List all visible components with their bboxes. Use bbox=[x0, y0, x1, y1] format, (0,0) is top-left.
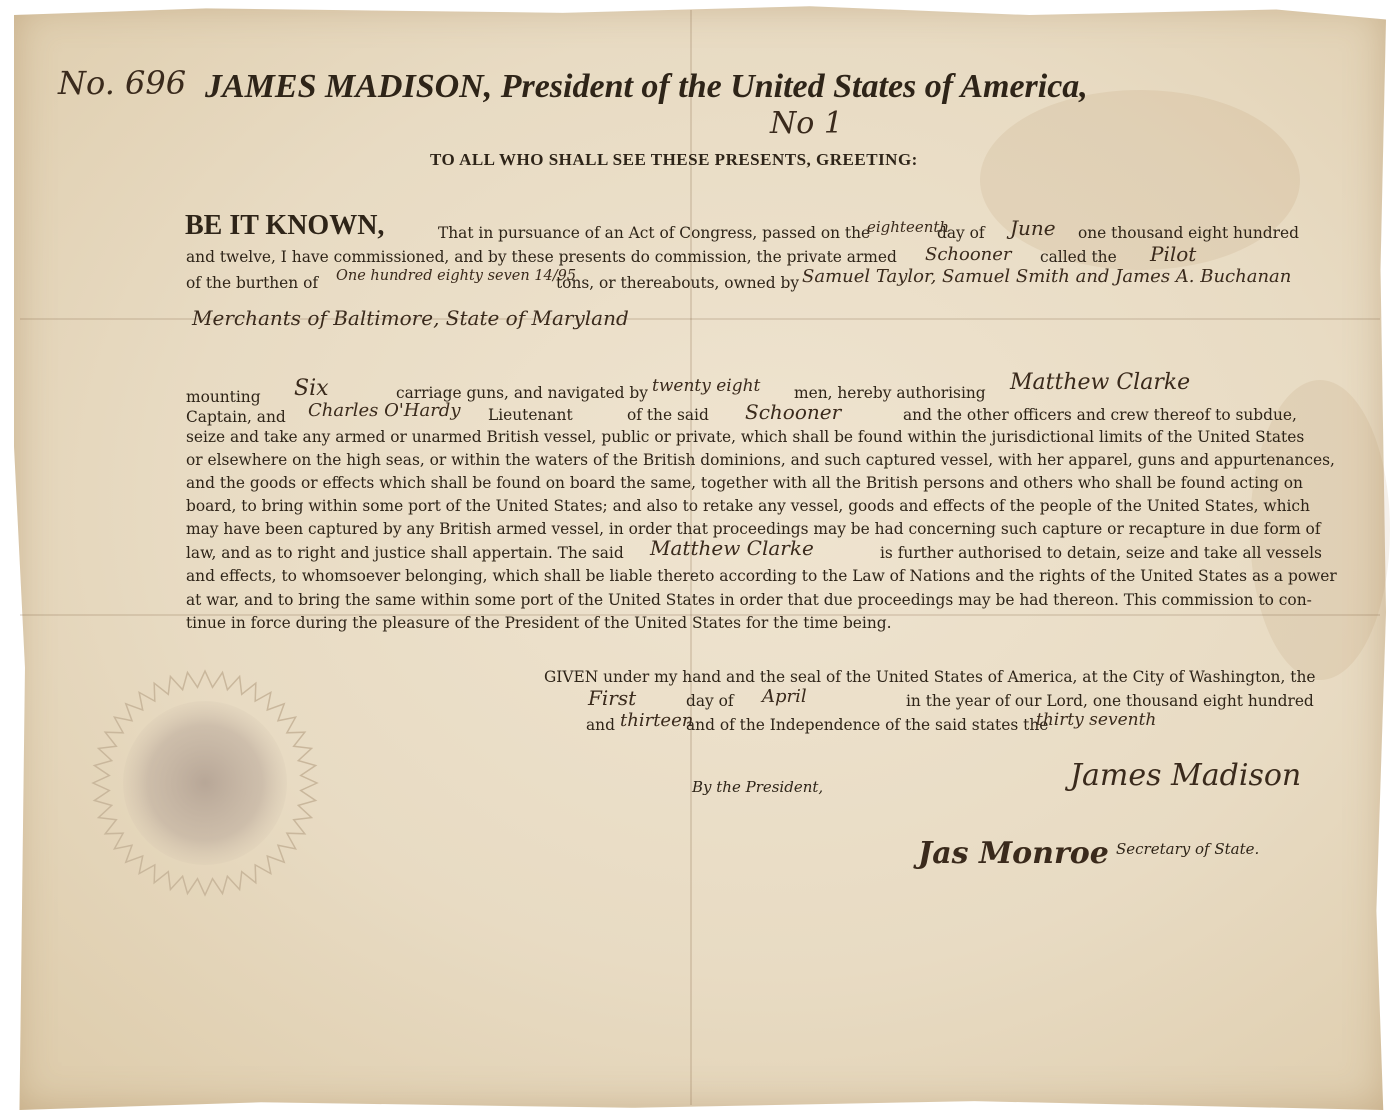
given-line: day of bbox=[686, 692, 734, 710]
paper-stain bbox=[980, 90, 1300, 270]
handwritten-given-day: First bbox=[588, 686, 637, 710]
handwritten-men: twenty eight bbox=[652, 376, 761, 396]
handwritten-vessel-type-2: Schooner bbox=[745, 400, 842, 424]
greeting: TO ALL WHO SHALL SEE THESE PRESENTS, GREETING: bbox=[430, 150, 918, 169]
by-the-president: By the President, bbox=[692, 778, 824, 796]
handwritten-burthen: One hundred eighty seven 14/95 bbox=[336, 268, 577, 284]
handwritten-captain: Matthew Clarke bbox=[1010, 370, 1191, 395]
text-line: tinue in force during the pleasure of the President of the United States for the time being. bbox=[186, 614, 892, 632]
text-line: seize and take any armed or unarmed British vessel, public or private, which shall be found within the jurisdictional limits of the United States bbox=[186, 428, 1305, 446]
president-signature: James Madison bbox=[1070, 758, 1302, 793]
text-line: of the burthen of bbox=[186, 274, 319, 292]
text-line: and twelve, I have commissioned, and by these presents do commission, the private armed bbox=[186, 248, 897, 266]
text-line: day of bbox=[937, 224, 985, 242]
handwritten-captain-2: Matthew Clarke bbox=[650, 536, 814, 560]
text-line: That in pursuance of an Act of Congress, passed on the bbox=[438, 224, 871, 242]
text-line: men, hereby authorising bbox=[794, 384, 986, 402]
text-line: called the bbox=[1040, 248, 1117, 266]
secretary-signature: Jas Monroe bbox=[918, 836, 1109, 871]
handwritten-lieutenant: Charles O'Hardy bbox=[308, 400, 461, 421]
handwritten-given-year: thirteen bbox=[620, 710, 694, 731]
given-line: and of the Independence of the said states the bbox=[686, 716, 1049, 734]
embossed-seal bbox=[90, 668, 320, 898]
handwritten-day: eighteenth bbox=[867, 218, 950, 236]
handwritten-given-month: April bbox=[762, 686, 807, 707]
text-line: board, to bring within some port of the United States; and also to retake any vessel, goods and effects of the people of the United States, which bbox=[186, 497, 1310, 515]
handwritten-vessel-name: Pilot bbox=[1150, 242, 1197, 266]
text-line: law, and as to right and justice shall appertain. The said bbox=[186, 544, 624, 562]
text-line: or elsewhere on the high seas, or within the waters of the British dominions, and such captured vessel, with her apparel, guns and appurtenances, bbox=[186, 451, 1335, 469]
document-number: No. 696 bbox=[58, 64, 187, 102]
handwritten-month: June bbox=[1010, 216, 1056, 240]
text-line: and effects, to whomsoever belonging, which shall be liable thereto according to the Law of Nations and the rights of the United States as a power bbox=[186, 567, 1337, 585]
handwritten-guns: Six bbox=[294, 376, 329, 401]
handwritten-vessel-type: Schooner bbox=[925, 244, 1012, 265]
text-line: Lieutenant bbox=[488, 406, 573, 424]
text-line: one thousand eight hundred bbox=[1078, 224, 1299, 242]
handwritten-owners: Samuel Taylor, Samuel Smith and James A. Buchanan bbox=[802, 266, 1292, 287]
text-line: and the other officers and crew thereof to subdue, bbox=[903, 406, 1297, 424]
text-line: Captain, and bbox=[186, 408, 286, 426]
text-line: is further authorised to detain, seize and take all vessels bbox=[880, 544, 1322, 562]
marginal-number: No 1 bbox=[770, 106, 843, 141]
text-line: and the goods or effects which shall be found on board the same, together with all the British persons and others who shall be found acting on bbox=[186, 474, 1303, 492]
given-line: GIVEN under my hand and the seal of the United States of America, at the City of Washington, the bbox=[544, 668, 1316, 686]
text-line: carriage guns, and navigated by bbox=[396, 384, 648, 402]
document-title: JAMES MADISON, President of the United States of America, bbox=[205, 68, 1088, 105]
secretary-of-state-label: Secretary of State. bbox=[1116, 840, 1260, 858]
text-line: may have been captured by any British armed vessel, in order that proceedings may be had concerning such capture or recapture in due form of bbox=[186, 520, 1321, 538]
be-it-known-heading: BE IT KNOWN, bbox=[185, 210, 385, 241]
text-line: at war, and to bring the same within some port of the United States in order that due proceedings may be had thereon. This commission to con- bbox=[186, 591, 1312, 609]
given-line: in the year of our Lord, one thousand eight hundred bbox=[906, 692, 1314, 710]
handwritten-independence-year: thirty seventh bbox=[1036, 710, 1157, 730]
given-line: and bbox=[586, 716, 615, 734]
handwritten-owners-continued: Merchants of Baltimore, State of Maryland bbox=[192, 306, 629, 330]
text-line: tons, or thereabouts, owned by bbox=[556, 274, 800, 292]
text-line: of the said bbox=[627, 406, 709, 424]
text-line: mounting bbox=[186, 388, 261, 406]
